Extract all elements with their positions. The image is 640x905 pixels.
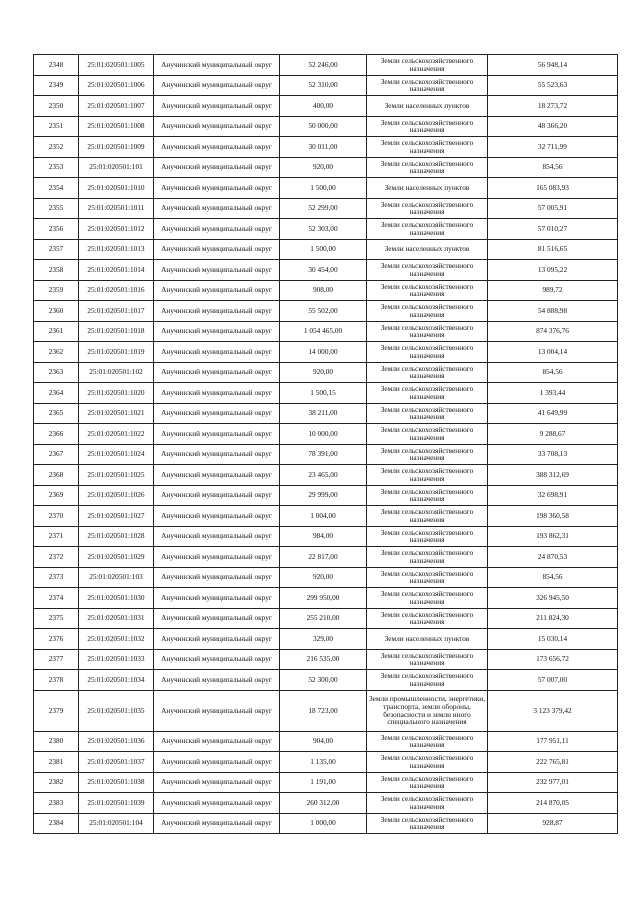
row-number-cell: 2359 [34,280,79,301]
table-row [34,362,618,383]
land-category-cell: Земли населенных пунктов [367,629,488,650]
area-cell: 299 950,00 [280,588,367,609]
table-row [34,547,618,568]
table-row [34,813,618,834]
cadastral-number-cell: 25:01:020501:103 [79,567,154,588]
row-number-cell: 2370 [34,506,79,527]
area-cell: 50 000,00 [280,116,367,137]
municipality-cell: Анучинский муниципальный округ [154,362,280,383]
cadastral-value-cell: 854,56 [488,362,618,383]
row-number-cell: 2353 [34,157,79,178]
area-cell: 400,00 [280,96,367,117]
table-row [34,690,618,731]
municipality-cell: Анучинский муниципальный округ [154,547,280,568]
cadastral-value-cell: 165 083,93 [488,178,618,199]
land-category-cell: Земли населенных пунктов [367,239,488,260]
cadastral-value-cell: 3 123 379,42 [488,690,618,731]
cadastral-number-cell: 25:01:020501:1022 [79,424,154,445]
municipality-cell: Анучинский муниципальный округ [154,485,280,506]
land-category-cell: Земли сельскохозяйственного назначения [367,608,488,629]
table-row [34,506,618,527]
cadastral-value-cell: 57 010,27 [488,219,618,240]
area-cell: 1 500,00 [280,239,367,260]
table-row [34,424,618,445]
land-category-cell: Земли сельскохозяйственного назначения [367,731,488,752]
table-row [34,649,618,670]
row-number-cell: 2360 [34,301,79,322]
land-category-cell: Земли сельскохозяйственного назначения [367,137,488,158]
cadastral-number-cell: 25:01:020501:1024 [79,444,154,465]
municipality-cell: Анучинский муниципальный округ [154,260,280,281]
area-cell: 1 500,00 [280,178,367,199]
area-cell: 52 310,00 [280,75,367,96]
cadastral-value-cell: 928,87 [488,813,618,834]
land-category-cell: Земли сельскохозяйственного назначения [367,55,488,76]
cadastral-value-cell: 326 945,50 [488,588,618,609]
cadastral-value-cell: 55 523,63 [488,75,618,96]
municipality-cell: Анучинский муниципальный округ [154,55,280,76]
municipality-cell: Анучинский муниципальный округ [154,301,280,322]
cadastral-number-cell: 25:01:020501:1036 [79,731,154,752]
table-row [34,670,618,691]
cadastral-number-cell: 25:01:020501:1014 [79,260,154,281]
row-number-cell: 2365 [34,403,79,424]
area-cell: 1 004,00 [280,506,367,527]
row-number-cell: 2367 [34,444,79,465]
table-row [34,239,618,260]
cadastral-number-cell: 25:01:020501:1012 [79,219,154,240]
area-cell: 216 535,00 [280,649,367,670]
row-number-cell: 2369 [34,485,79,506]
cadastral-value-cell: 56 948,14 [488,55,618,76]
cadastral-value-cell: 232 977,01 [488,772,618,793]
land-category-cell: Земли сельскохозяйственного назначения [367,567,488,588]
table-row [34,567,618,588]
land-category-cell: Земли сельскохозяйственного назначения [367,813,488,834]
municipality-cell: Анучинский муниципальный округ [154,731,280,752]
municipality-cell: Анучинский муниципальный округ [154,526,280,547]
table-row [34,444,618,465]
cadastral-number-cell: 25:01:020501:1019 [79,342,154,363]
land-category-cell: Земли населенных пунктов [367,178,488,199]
area-cell: 1 500,15 [280,383,367,404]
cadastral-value-cell: 214 870,05 [488,793,618,814]
cadastral-value-cell: 198 360,58 [488,506,618,527]
cadastral-number-cell: 25:01:020501:1026 [79,485,154,506]
municipality-cell: Анучинский муниципальный округ [154,690,280,731]
municipality-cell: Анучинский муниципальный округ [154,813,280,834]
cadastral-number-cell: 25:01:020501:1010 [79,178,154,199]
table-row [34,157,618,178]
area-cell: 904,00 [280,731,367,752]
table-body [34,55,618,834]
row-number-cell: 2378 [34,670,79,691]
cadastral-number-cell: 25:01:020501:1034 [79,670,154,691]
row-number-cell: 2348 [34,55,79,76]
table-row [34,219,618,240]
cadastral-number-cell: 25:01:020501:102 [79,362,154,383]
area-cell: 1 000,00 [280,813,367,834]
municipality-cell: Анучинский муниципальный округ [154,198,280,219]
row-number-cell: 2379 [34,690,79,731]
cadastral-number-cell: 25:01:020501:1031 [79,608,154,629]
table-row [34,178,618,199]
row-number-cell: 2362 [34,342,79,363]
row-number-cell: 2352 [34,137,79,158]
cadastral-value-cell: 173 656,72 [488,649,618,670]
row-number-cell: 2372 [34,547,79,568]
row-number-cell: 2384 [34,813,79,834]
cadastral-value-cell: 54 888,98 [488,301,618,322]
table-row [34,588,618,609]
municipality-cell: Анучинский муниципальный округ [154,772,280,793]
table-row [34,301,618,322]
area-cell: 18 723,00 [280,690,367,731]
area-cell: 78 391,00 [280,444,367,465]
table-row [34,96,618,117]
cadastral-number-cell: 25:01:020501:1027 [79,506,154,527]
municipality-cell: Анучинский муниципальный округ [154,444,280,465]
row-number-cell: 2373 [34,567,79,588]
row-number-cell: 2380 [34,731,79,752]
cadastral-value-cell: 41 649,99 [488,403,618,424]
cadastral-number-cell: 25:01:020501:1020 [79,383,154,404]
land-category-cell: Земли сельскохозяйственного назначения [367,444,488,465]
cadastral-value-cell: 33 708,13 [488,444,618,465]
municipality-cell: Анучинский муниципальный округ [154,137,280,158]
area-cell: 10 000,00 [280,424,367,445]
land-category-cell: Земли сельскохозяйственного назначения [367,465,488,486]
row-number-cell: 2364 [34,383,79,404]
municipality-cell: Анучинский муниципальный округ [154,506,280,527]
municipality-cell: Анучинский муниципальный округ [154,75,280,96]
land-category-cell: Земли сельскохозяйственного назначения [367,198,488,219]
table-row [34,752,618,773]
table-row [34,629,618,650]
land-category-cell: Земли сельскохозяйственного назначения [367,383,488,404]
land-category-cell: Земли сельскохозяйственного назначения [367,526,488,547]
municipality-cell: Анучинский муниципальный округ [154,157,280,178]
cadastral-number-cell: 25:01:020501:1009 [79,137,154,158]
municipality-cell: Анучинский муниципальный округ [154,608,280,629]
cadastral-value-cell: 48 366,20 [488,116,618,137]
municipality-cell: Анучинский муниципальный округ [154,403,280,424]
row-number-cell: 2355 [34,198,79,219]
municipality-cell: Анучинский муниципальный округ [154,629,280,650]
area-cell: 984,00 [280,526,367,547]
row-number-cell: 2383 [34,793,79,814]
area-cell: 1 054 465,00 [280,321,367,342]
row-number-cell: 2375 [34,608,79,629]
municipality-cell: Анучинский муниципальный округ [154,116,280,137]
cadastral-number-cell: 25:01:020501:1013 [79,239,154,260]
cadastral-number-cell: 25:01:020501:1006 [79,75,154,96]
area-cell: 1 135,00 [280,752,367,773]
table-row [34,75,618,96]
land-category-cell: Земли сельскохозяйственного назначения [367,342,488,363]
area-cell: 920,00 [280,157,367,178]
cadastral-number-cell: 25:01:020501:1035 [79,690,154,731]
cadastral-number-cell: 25:01:020501:101 [79,157,154,178]
municipality-cell: Анучинский муниципальный округ [154,280,280,301]
cadastral-number-cell: 25:01:020501:1021 [79,403,154,424]
area-cell: 52 300,00 [280,670,367,691]
table-row [34,321,618,342]
cadastral-number-cell: 25:01:020501:1008 [79,116,154,137]
area-cell: 255 210,00 [280,608,367,629]
table-row [34,526,618,547]
row-number-cell: 2376 [34,629,79,650]
table-row [34,608,618,629]
table-row [34,280,618,301]
area-cell: 38 211,00 [280,403,367,424]
land-category-cell: Земли сельскохозяйственного назначения [367,362,488,383]
municipality-cell: Анучинский муниципальный округ [154,465,280,486]
row-number-cell: 2368 [34,465,79,486]
area-cell: 23 465,00 [280,465,367,486]
land-category-cell: Земли сельскохозяйственного назначения [367,301,488,322]
municipality-cell: Анучинский муниципальный округ [154,649,280,670]
cadastral-value-cell: 24 870,53 [488,547,618,568]
table-row [34,403,618,424]
municipality-cell: Анучинский муниципальный округ [154,567,280,588]
row-number-cell: 2356 [34,219,79,240]
row-number-cell: 2377 [34,649,79,670]
row-number-cell: 2361 [34,321,79,342]
cadastral-value-cell: 211 824,30 [488,608,618,629]
area-cell: 14 000,00 [280,342,367,363]
land-category-cell: Земли сельскохозяйственного назначения [367,321,488,342]
row-number-cell: 2366 [34,424,79,445]
area-cell: 52 303,00 [280,219,367,240]
area-cell: 29 999,00 [280,485,367,506]
table-row [34,137,618,158]
cadastral-value-cell: 9 288,67 [488,424,618,445]
table-row [34,260,618,281]
cadastral-value-cell: 854,56 [488,567,618,588]
land-category-cell: Земли сельскохозяйственного назначения [367,670,488,691]
land-category-cell: Земли населенных пунктов [367,96,488,117]
cadastral-number-cell: 25:01:020501:1011 [79,198,154,219]
municipality-cell: Анучинский муниципальный округ [154,588,280,609]
municipality-cell: Анучинский муниципальный округ [154,321,280,342]
area-cell: 260 312,00 [280,793,367,814]
area-cell: 52 299,00 [280,198,367,219]
row-number-cell: 2354 [34,178,79,199]
cadastral-value-cell: 15 030,14 [488,629,618,650]
cadastral-value-cell: 193 862,31 [488,526,618,547]
cadastral-value-cell: 32 711,99 [488,137,618,158]
row-number-cell: 2350 [34,96,79,117]
row-number-cell: 2382 [34,772,79,793]
table-row [34,772,618,793]
cadastral-value-cell: 177 951,11 [488,731,618,752]
cadastral-value-cell: 57 007,00 [488,670,618,691]
area-cell: 1 191,00 [280,772,367,793]
cadastral-value-cell: 18 273,72 [488,96,618,117]
municipality-cell: Анучинский муниципальный округ [154,424,280,445]
land-category-cell: Земли сельскохозяйственного назначения [367,485,488,506]
cadastral-number-cell: 25:01:020501:1018 [79,321,154,342]
table-row [34,116,618,137]
area-cell: 920,00 [280,362,367,383]
cadastral-value-cell: 1 393,44 [488,383,618,404]
area-cell: 22 817,00 [280,547,367,568]
cadastral-number-cell: 25:01:020501:1007 [79,96,154,117]
cadastral-value-cell: 222 765,81 [488,752,618,773]
land-category-cell: Земли сельскохозяйственного назначения [367,588,488,609]
row-number-cell: 2358 [34,260,79,281]
table-row [34,383,618,404]
land-category-cell: Земли сельскохозяйственного назначения [367,116,488,137]
table-row [34,793,618,814]
row-number-cell: 2351 [34,116,79,137]
land-category-cell: Земли сельскохозяйственного назначения [367,75,488,96]
land-category-cell: Земли сельскохозяйственного назначения [367,506,488,527]
cadastral-number-cell: 25:01:020501:1029 [79,547,154,568]
area-cell: 329,00 [280,629,367,650]
cadastral-number-cell: 25:01:020501:1039 [79,793,154,814]
cadastral-value-cell: 388 312,69 [488,465,618,486]
municipality-cell: Анучинский муниципальный округ [154,752,280,773]
area-cell: 30 011,00 [280,137,367,158]
row-number-cell: 2371 [34,526,79,547]
row-number-cell: 2374 [34,588,79,609]
land-category-cell: Земли сельскохозяйственного назначения [367,157,488,178]
municipality-cell: Анучинский муниципальный округ [154,383,280,404]
land-category-cell: Земли сельскохозяйственного назначения [367,772,488,793]
land-category-cell: Земли сельскохозяйственного назначения [367,403,488,424]
cadastral-number-cell: 25:01:020501:1037 [79,752,154,773]
area-cell: 908,00 [280,280,367,301]
land-category-cell: Земли сельскохозяйственного назначения [367,649,488,670]
area-cell: 55 502,00 [280,301,367,322]
land-category-cell: Земли сельскохозяйственного назначения [367,547,488,568]
municipality-cell: Анучинский муниципальный округ [154,219,280,240]
cadastral-number-cell: 25:01:020501:1016 [79,280,154,301]
row-number-cell: 2381 [34,752,79,773]
cadastral-number-cell: 25:01:020501:1028 [79,526,154,547]
land-category-cell: Земли сельскохозяйственного назначения [367,219,488,240]
cadastral-value-cell: 13 004,14 [488,342,618,363]
area-cell: 920,00 [280,567,367,588]
area-cell: 30 454,00 [280,260,367,281]
cadastral-number-cell: 25:01:020501:1032 [79,629,154,650]
row-number-cell: 2363 [34,362,79,383]
cadastral-value-cell: 57 005,91 [488,198,618,219]
municipality-cell: Анучинский муниципальный округ [154,670,280,691]
table-row [34,55,618,76]
cadastral-value-cell: 32 698,91 [488,485,618,506]
cadastral-number-cell: 25:01:020501:104 [79,813,154,834]
cadastral-number-cell: 25:01:020501:1038 [79,772,154,793]
cadastral-number-cell: 25:01:020501:1017 [79,301,154,322]
cadastral-value-cell: 854,56 [488,157,618,178]
table-row [34,465,618,486]
land-category-cell: Земли сельскохозяйственного назначения [367,752,488,773]
cadastral-value-cell: 874 376,76 [488,321,618,342]
row-number-cell: 2349 [34,75,79,96]
table-row [34,342,618,363]
land-category-cell: Земли сельскохозяйственного назначения [367,280,488,301]
cadastral-number-cell: 25:01:020501:1025 [79,465,154,486]
cadastral-value-cell: 989,72 [488,280,618,301]
land-category-cell: Земли промышленности, энергетики, транспорта, земли обороны, безопасности и земли иного специального назначения [367,690,488,731]
table-row [34,485,618,506]
cadastral-number-cell: 25:01:020501:1033 [79,649,154,670]
cadastral-number-cell: 25:01:020501:1005 [79,55,154,76]
municipality-cell: Анучинский муниципальный округ [154,96,280,117]
row-number-cell: 2357 [34,239,79,260]
land-category-cell: Земли сельскохозяйственного назначения [367,260,488,281]
municipality-cell: Анучинский муниципальный округ [154,239,280,260]
municipality-cell: Анучинский муниципальный округ [154,178,280,199]
municipality-cell: Анучинский муниципальный округ [154,793,280,814]
cadastral-number-cell: 25:01:020501:1030 [79,588,154,609]
land-register-table [33,54,618,834]
municipality-cell: Анучинский муниципальный округ [154,342,280,363]
cadastral-value-cell: 13 095,22 [488,260,618,281]
cadastral-value-cell: 81 516,65 [488,239,618,260]
land-category-cell: Земли сельскохозяйственного назначения [367,793,488,814]
area-cell: 52 246,00 [280,55,367,76]
table-row [34,731,618,752]
table-row [34,198,618,219]
land-category-cell: Земли сельскохозяйственного назначения [367,424,488,445]
